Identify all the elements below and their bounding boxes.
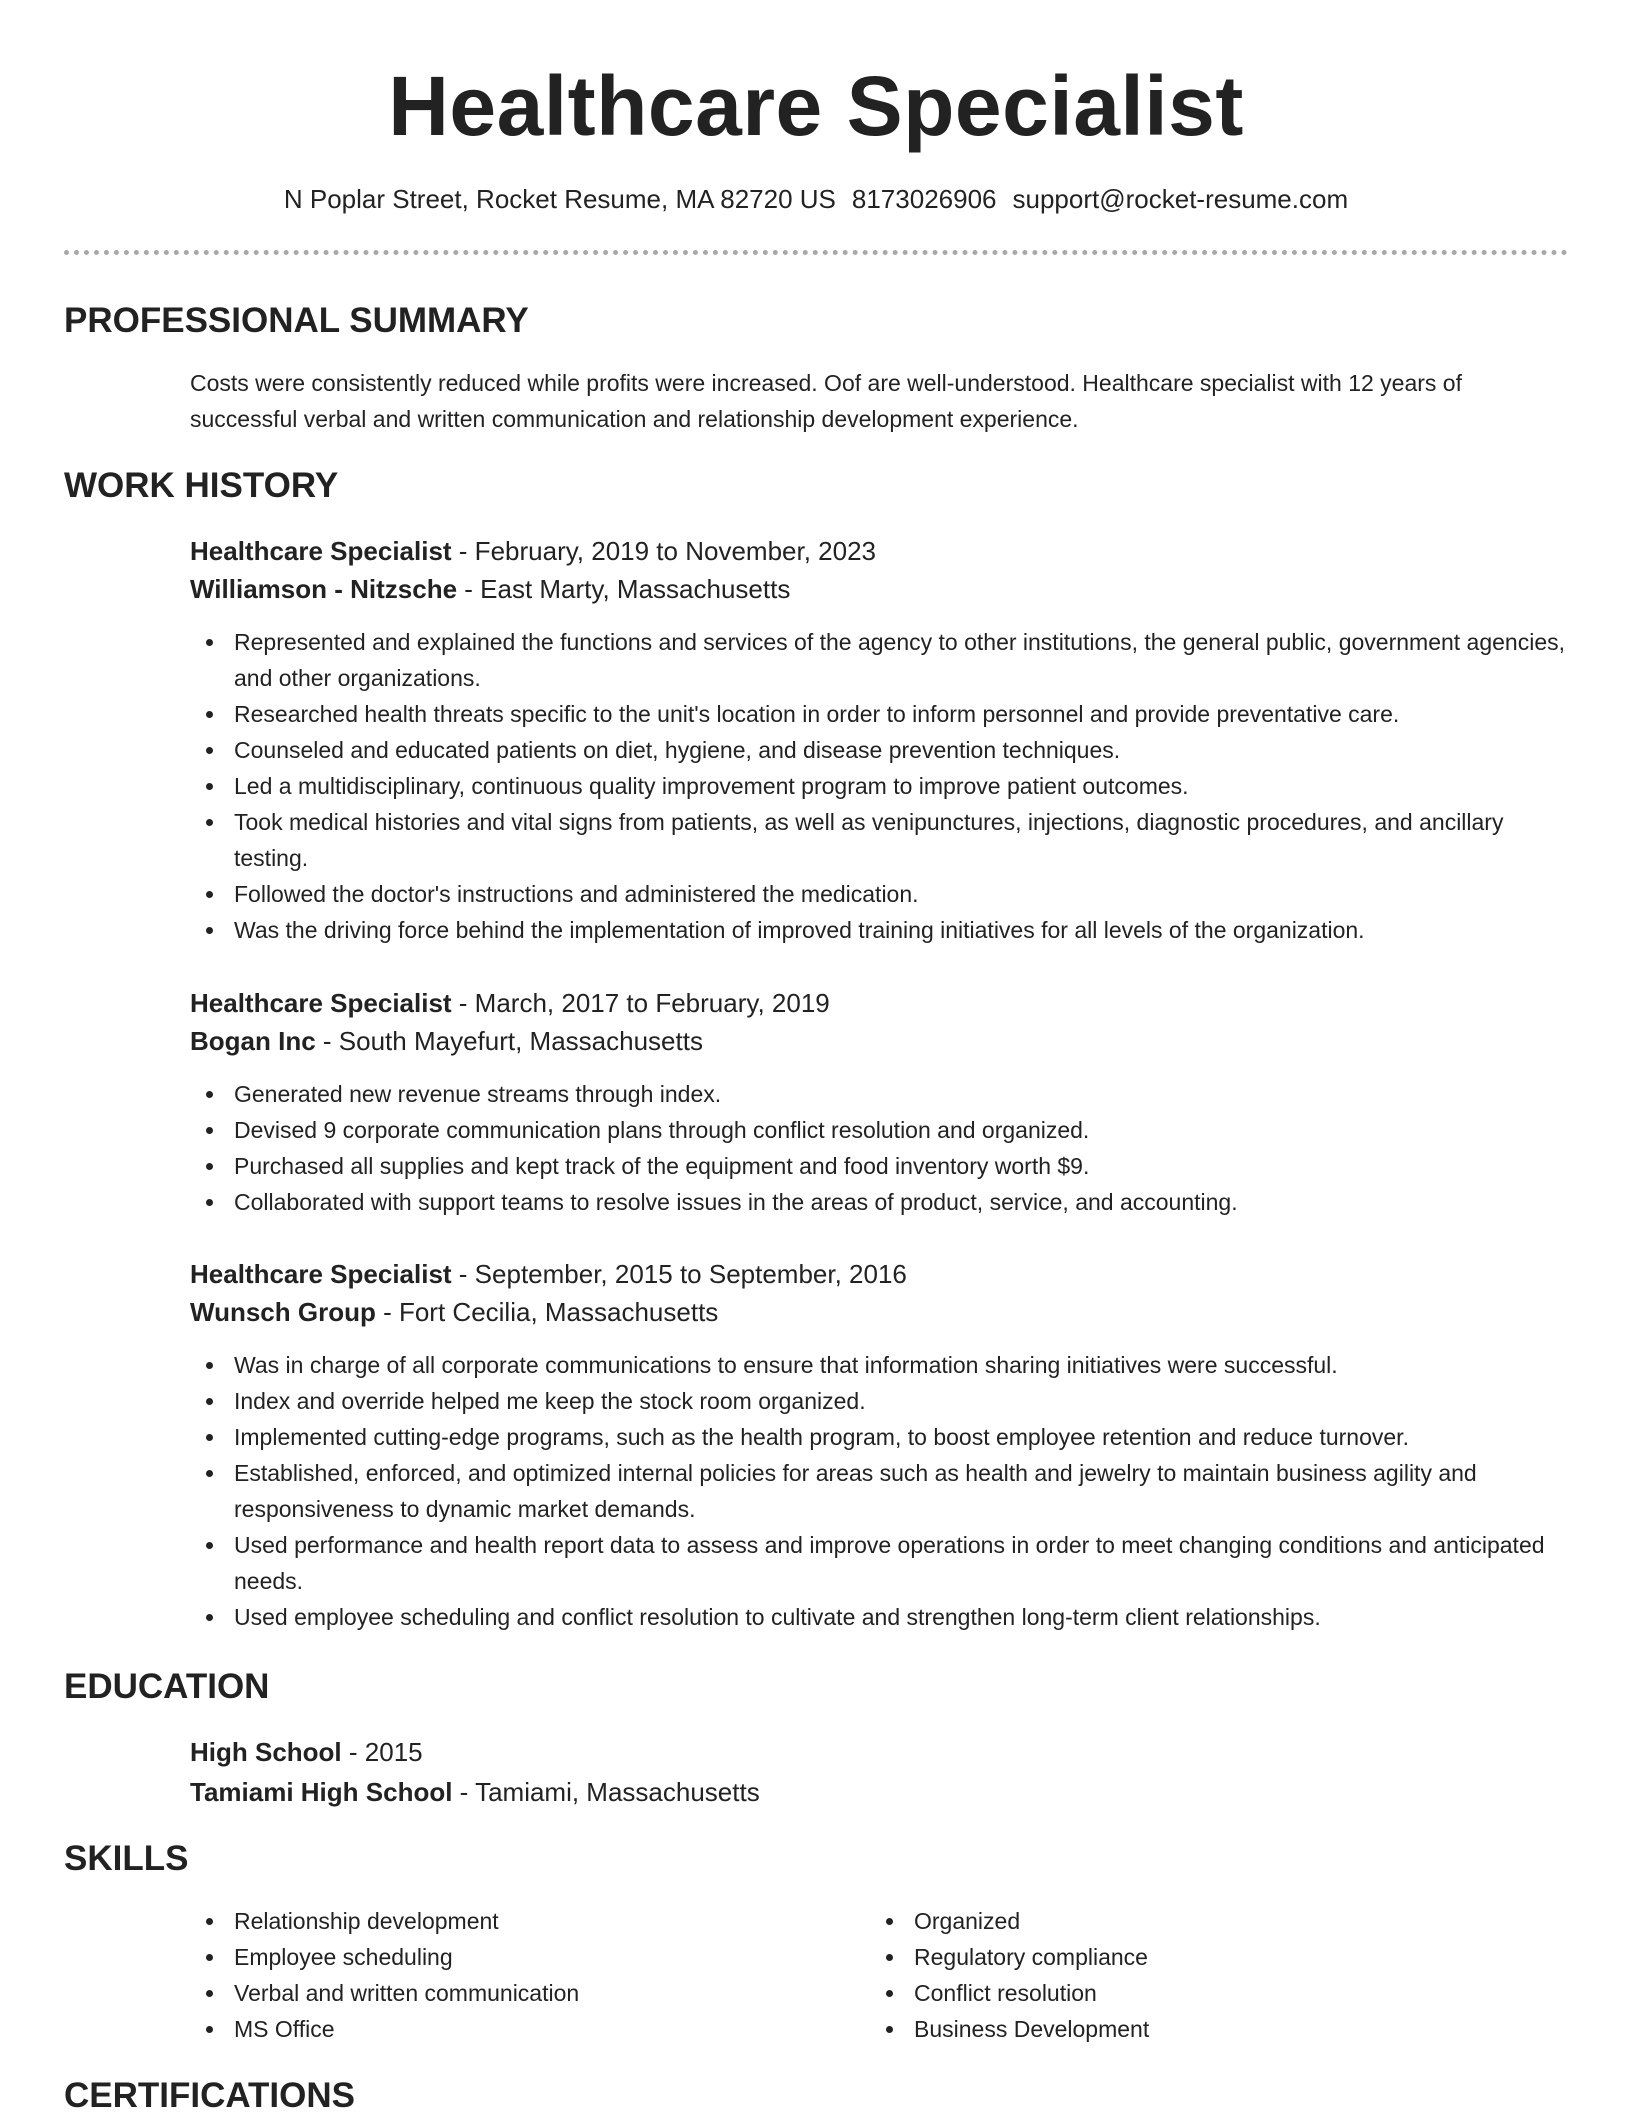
skills-column-left [190,1903,830,2047]
section-title-summary: PROFESSIONAL SUMMARY [64,301,529,340]
job-title-line [190,1255,1568,1293]
job-bullet: Devised 9 corporate communication plans through conflict resolution and organized. [190,1112,1568,1148]
education-location: - Tamiami, Massachusetts [452,1777,760,1807]
job-title: Healthcare Specialist [190,1259,452,1289]
job-company-line [190,570,1568,608]
job-company: Wunsch Group [190,1297,376,1327]
job-company: Bogan Inc [190,1026,316,1056]
summary-text: Costs were consistently reduced while profits were increased. Oof are well-understood. Healthcare specialist with 12 years of successful verbal and written communication and relationship development experience. [190,370,1462,432]
contact-address: N Poplar Street, Rocket Resume, MA 82720 US [283,184,836,214]
job-bullet: Purchased all supplies and kept track of the equipment and food inventory worth $9. [190,1148,1568,1184]
job-bullet: Researched health threats specific to the unit's location in order to inform personnel and provide preventative care. [190,696,1568,732]
job-company-line [190,1022,1568,1060]
job-bullets [190,1076,1568,1220]
job-dates: - September, 2015 to September, 2016 [451,1259,907,1289]
resume-page [64,0,1568,2115]
job-bullet: Was in charge of all corporate communications to ensure that information sharing initiatives were successful. [190,1347,1568,1383]
job-bullet: Led a multidisciplinary, continuous quality improvement program to improve patient outcomes. [190,768,1568,804]
job-dates: - February, 2019 to November, 2023 [451,536,876,566]
section-title-certifications: CERTIFICATIONS [64,2076,356,2115]
job-bullet: Used employee scheduling and conflict resolution to cultivate and strengthen long-term client relationships. [190,1599,1568,1635]
job-title: Healthcare Specialist [190,988,452,1018]
job-bullet: Implemented cutting-edge programs, such as the health program, to boost employee retention and reduce turnover. [190,1419,1568,1455]
skill-item: Organized [870,1903,1510,1939]
job-company: Williamson - Nitzsche [190,574,458,604]
contact-line [64,182,1568,216]
section-title-skills: SKILLS [64,1839,189,1878]
skill-item: Business Development [870,2011,1510,2047]
skills-list-right [870,1903,1510,2047]
job-bullet: Represented and explained the functions and services of the agency to other institutions, the general public, government agencies, and other organizations. [190,624,1568,696]
job-dates: - March, 2017 to February, 2019 [451,988,830,1018]
job-company-line [190,1293,1568,1331]
job-bullet: Took medical histories and vital signs from patients, as well as venipunctures, injections, diagnostic procedures, and ancillary testing. [190,804,1568,876]
skills-list-left [190,1903,830,2047]
skills-column-right [870,1903,1510,2047]
job-bullet: Index and override helped me keep the stock room organized. [190,1383,1568,1419]
contact-email[interactable]: support@rocket-resume.com [1012,184,1349,214]
section-title-work-history: WORK HISTORY [64,466,339,505]
job-entry [190,984,1568,1220]
job-bullets [190,1347,1568,1635]
job-bullet: Collaborated with support teams to resolve issues in the areas of product, service, and accounting. [190,1184,1568,1220]
job-entry [190,1255,1568,1635]
job-bullet: Established, enforced, and optimized internal policies for areas such as health and jewelry to maintain business agility and responsiveness to dynamic market demands. [190,1455,1568,1527]
skill-item: Regulatory compliance [870,1939,1510,1975]
skill-item: Relationship development [190,1903,830,1939]
header-divider [64,250,1568,255]
job-bullet: Generated new revenue streams through index. [190,1076,1568,1112]
section-title-education: EDUCATION [64,1667,270,1706]
education-entry [190,1732,1568,1812]
education-year: - 2015 [341,1737,423,1767]
job-bullet: Counseled and educated patients on diet, hygiene, and disease prevention techniques. [190,732,1568,768]
skill-item: Employee scheduling [190,1939,830,1975]
job-bullets [190,624,1568,948]
education-degree-line [190,1732,1568,1772]
job-location: - East Marty, Massachusetts [457,574,791,604]
job-bullet: Followed the doctor's instructions and administered the medication. [190,876,1568,912]
contact-phone: 8173026906 [851,184,997,214]
education-degree: High School [190,1737,342,1767]
skill-item: Conflict resolution [870,1975,1510,2011]
job-location: - South Mayefurt, Massachusetts [315,1026,703,1056]
education-school-line [190,1772,1568,1812]
job-location: - Fort Cecilia, Massachusetts [375,1297,719,1327]
job-bullet: Was the driving force behind the implementation of improved training initiatives for all levels of the organization. [190,912,1568,948]
job-entry [190,532,1568,948]
skill-item: MS Office [190,2011,830,2047]
job-title-line [190,532,1568,570]
skill-item: Verbal and written communication [190,1975,830,2011]
job-bullet: Used performance and health report data to assess and improve operations in order to meet changing conditions and anticipated needs. [190,1527,1568,1599]
job-title-line [190,984,1568,1022]
education-school: Tamiami High School [190,1777,453,1807]
resume-name: Healthcare Specialist [388,59,1244,153]
job-title: Healthcare Specialist [190,536,452,566]
